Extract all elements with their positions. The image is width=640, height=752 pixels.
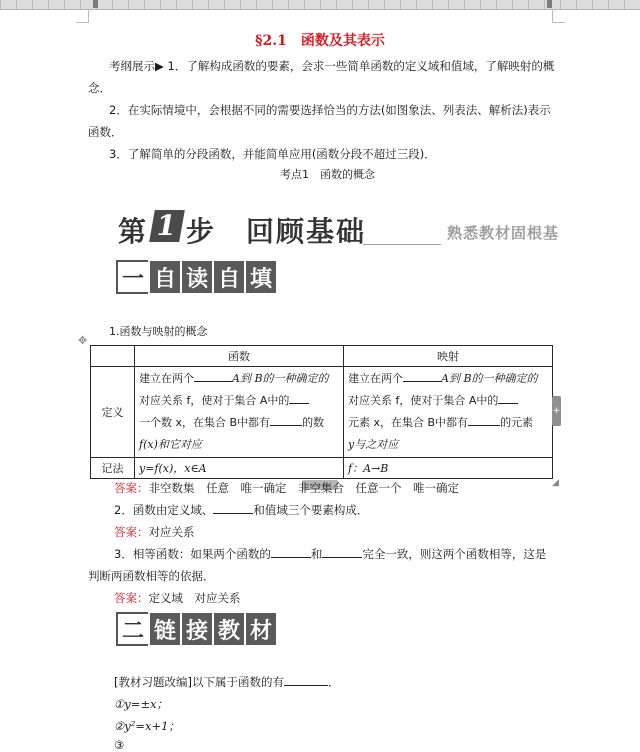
- func-notation: y=f(x)，x∈A: [135, 458, 344, 479]
- outline-2a: 2．在实际情境中，会根据不同的需要选择恰当的方法(如图象法、列表法、解析法)表示: [109, 103, 551, 117]
- margin-corner-top-right: [552, 10, 565, 23]
- q3-text-b: 和: [310, 547, 323, 561]
- map-def-text: 对应关系 f，使对于集合 A中的: [348, 394, 499, 407]
- func-def-text: 建立在两个: [139, 372, 194, 385]
- map-def-text: y与之对应: [348, 438, 399, 451]
- func-definition-cell: [135, 367, 344, 458]
- margin-corner-top-left: [76, 10, 89, 23]
- section-number: 一: [116, 260, 148, 294]
- outline-label: 考纲展示▶: [109, 59, 164, 73]
- section-char: 链: [150, 613, 180, 645]
- exercise-prompt-end: ．: [327, 675, 340, 689]
- q1-answer: [114, 480, 459, 496]
- section-heading-2: [116, 612, 278, 646]
- q3-answer: [114, 590, 241, 606]
- step-suffix: 步 回顾基础: [186, 215, 367, 248]
- outline-1b: 念．: [88, 81, 111, 95]
- table-header-func: 函数: [135, 346, 344, 367]
- step-heading: [118, 210, 366, 250]
- q2-text-a: 2．函数由定义域、: [114, 503, 214, 517]
- q3-text-d: 判断两函数相等的依据．: [88, 569, 215, 583]
- fill-blank[interactable]: [322, 547, 362, 558]
- map-def-text: 建立在两个: [348, 372, 403, 385]
- table-row: [91, 346, 553, 367]
- func-def-text: A到 B的一种确定的: [232, 372, 329, 385]
- map-def-text: 的元素: [500, 416, 534, 429]
- outline-line-1: [109, 58, 554, 74]
- func-def-text: 对应关系 f，使对于集合 A中的: [139, 394, 290, 407]
- func-def-text: 一个数 x，在集合 B中都有: [139, 416, 271, 429]
- fill-blank[interactable]: [213, 503, 253, 514]
- section-char: 填: [246, 261, 276, 293]
- kaodian-label: 考点1 函数的概念: [280, 168, 375, 181]
- section-heading-1: [116, 260, 278, 294]
- section-char: 材: [246, 613, 276, 645]
- fill-blank[interactable]: [498, 393, 518, 404]
- answer-text: 非空数集 任意 唯一确定 非空集合 任意一个 唯一确定: [148, 481, 459, 495]
- answer-label: 答案：: [114, 591, 149, 605]
- fill-blank[interactable]: [271, 547, 311, 558]
- map-def-text: 元素 x，在集合 B中都有: [348, 416, 469, 429]
- outline-1a: 1．了解构成函数的要素，会求一些简单函数的定义域和值域，了解映射的概: [167, 59, 555, 73]
- exercise-prompt-text: [教材习题改编]以下属于函数的有: [114, 675, 284, 689]
- concept-table: [90, 345, 553, 479]
- exercise-prompt: [114, 674, 339, 690]
- exercise-option-2: ②y²=x+1；: [114, 719, 180, 733]
- fill-blank[interactable]: [403, 371, 441, 382]
- q2-text: [114, 502, 368, 518]
- outline-3: 3．了解简单的分段函数，并能简单应用(函数分段不超过三段)．: [109, 147, 436, 161]
- section-char: 读: [182, 261, 212, 293]
- fill-blank[interactable]: [289, 393, 309, 404]
- q3-text: [114, 546, 546, 562]
- exercise-option-1: ①y=±x；: [114, 697, 169, 711]
- ruler[interactable]: [0, 0, 640, 10]
- step-banner: [113, 208, 559, 250]
- q2-text-b: 和值域三个要素构成．: [253, 503, 369, 517]
- row-label-definition: 定义: [91, 367, 135, 458]
- exercise-option-3: ③: [114, 738, 125, 752]
- func-def-text: f(x)和它对应: [139, 438, 202, 451]
- section-char: 自: [150, 261, 180, 293]
- step-subtitle: 熟悉教材固根基: [446, 224, 559, 242]
- step-prefix: 第: [118, 215, 149, 248]
- fill-blank[interactable]: [468, 415, 500, 426]
- table-header-map: 映射: [344, 346, 553, 367]
- q2-answer: [114, 524, 195, 540]
- step-rule: [363, 244, 441, 245]
- q3-text-a: 3．相等函数：如果两个函数的: [114, 547, 271, 561]
- table-row: [91, 458, 553, 479]
- add-column-handle-icon[interactable]: +: [552, 396, 561, 426]
- section-title: §2.1 函数及其表示: [255, 33, 385, 49]
- table-cell: [91, 346, 135, 367]
- outline-2b: 函数．: [88, 125, 123, 139]
- answer-label: 答案：: [114, 525, 149, 539]
- section-char: 自: [214, 261, 244, 293]
- fill-blank[interactable]: [194, 371, 232, 382]
- table-move-handle-icon[interactable]: ✥: [78, 334, 88, 347]
- table-row: [91, 367, 553, 458]
- fill-blank[interactable]: [270, 415, 302, 426]
- map-definition-cell: [344, 367, 553, 458]
- map-def-text: A到 B的一种确定的: [441, 372, 538, 385]
- map-notation: f：A→B: [344, 458, 553, 479]
- q3-text-c: 完全一致，则这两个函数相等，这是: [362, 547, 547, 561]
- table-resize-handle-icon[interactable]: ◢: [552, 478, 559, 488]
- section-char: 接: [182, 613, 212, 645]
- func-def-text: 的数: [302, 416, 325, 429]
- section-number: 二: [116, 612, 148, 646]
- q1-heading: 1.函数与映射的概念: [109, 325, 208, 338]
- step-number: 1: [149, 210, 185, 242]
- fill-blank[interactable]: [284, 675, 328, 686]
- left-margin-marker[interactable]: [93, 0, 98, 8]
- answer-text: 定义域 对应关系: [148, 591, 241, 605]
- answer-label: 答案：: [114, 481, 149, 495]
- answer-text: 对应关系: [148, 525, 195, 539]
- row-label-notation: 记法: [91, 458, 135, 479]
- section-char: 教: [214, 613, 244, 645]
- right-margin-marker[interactable]: [547, 0, 552, 8]
